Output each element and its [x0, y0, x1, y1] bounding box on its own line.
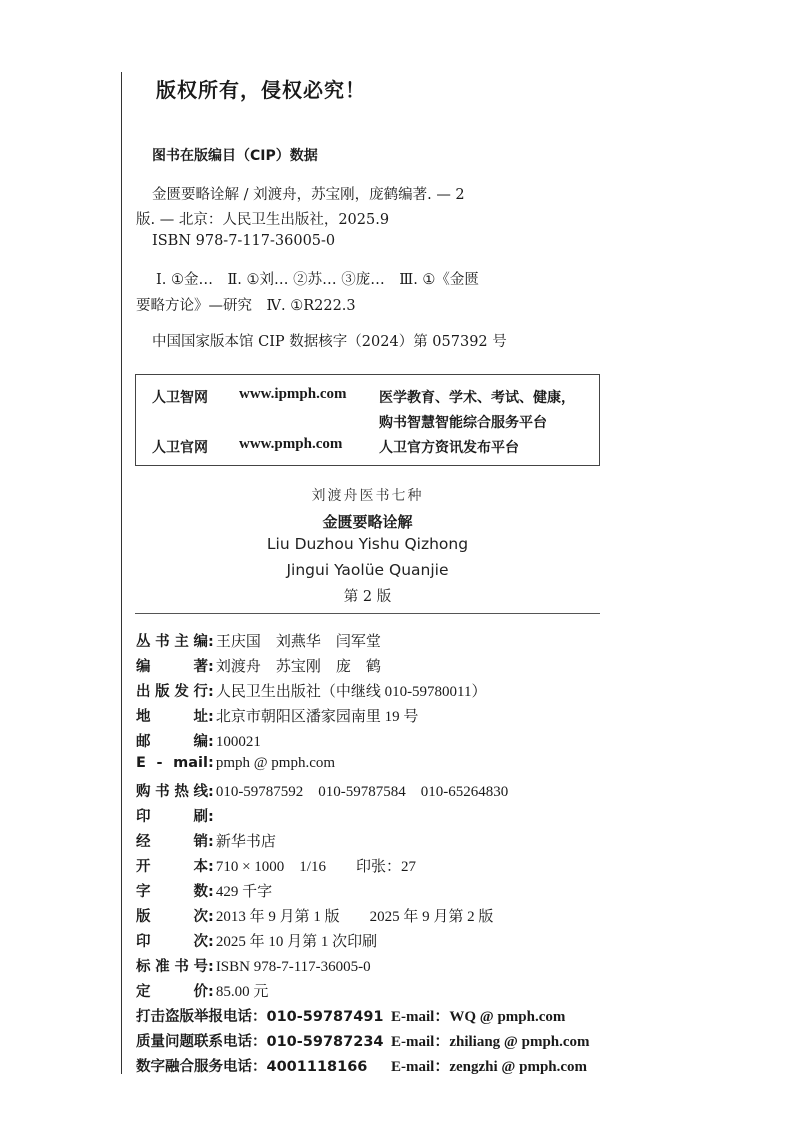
- info-row: 字 数 : 429 千字: [136, 884, 273, 900]
- contact-row: 数字融合服务电话：4001118166 E-mail：zengzhi @ pmph.com: [136, 1055, 587, 1076]
- info-row: 邮 编 : 100021: [136, 734, 261, 750]
- divider: [135, 613, 600, 614]
- cip-line: Ⅰ. ①金… Ⅱ. ①刘… ②苏… ③庞… Ⅲ. ①《金匮: [156, 272, 479, 288]
- info-row: 标准书号 : ISBN 978-7-117-36005-0: [136, 959, 371, 975]
- info-row: 版 次 : 2013 年 9 月第 1 版 2025 年 9 月第 2 版: [136, 909, 494, 925]
- cip-line: 中国国家版本馆 CIP 数据核字（2024）第 057392 号: [152, 334, 507, 350]
- series-title: 刘渡舟医书七种: [311, 488, 424, 504]
- info-row: 印 次 : 2025 年 10 月第 1 次印刷: [136, 934, 378, 950]
- info-row: 开 本 : 710 × 1000 1/16 印张：27: [136, 859, 416, 875]
- cip-line: 版. — 北京：人民卫生出版社，2025.9: [136, 212, 390, 228]
- contact-row: 质量问题联系电话：010-59787234 E-mail：zhiliang @ pmph.com: [136, 1030, 590, 1051]
- title-pinyin: Jingui Yaolüe Quanjie: [286, 561, 449, 579]
- platform-url[interactable]: www.ipmph.com: [239, 386, 347, 402]
- info-row: 地 址 : 北京市朝阳区潘家园南里 19 号: [136, 709, 419, 725]
- platform-desc: 人卫官方资讯发布平台: [379, 440, 519, 456]
- contact-email[interactable]: E-mail：zhiliang @ pmph.com: [391, 1034, 590, 1050]
- platform-url[interactable]: www.pmph.com: [239, 436, 343, 452]
- info-row: 出版发行 : 人民卫生出版社（中继线 010-59780011）: [136, 684, 487, 700]
- cip-line: 金匮要略诠解 / 刘渡舟，苏宝刚，庞鹤编著. — 2: [152, 187, 465, 203]
- margin-rule: [121, 72, 122, 1074]
- edition: 第 2 版: [343, 589, 392, 605]
- contact-email[interactable]: E-mail：WQ @ pmph.com: [391, 1009, 566, 1025]
- platform-desc: 购书智慧智能综合服务平台: [379, 415, 547, 431]
- copyright-notice: 版权所有，侵权必究！: [156, 78, 366, 102]
- cip-line: 要略方论》—研究 Ⅳ. ①R222.3: [136, 298, 356, 314]
- info-row: 购书热线 : 010-59787592 010-59787584 010-65264830: [136, 784, 509, 800]
- info-row: E - mail : pmph @ pmph.com: [136, 755, 336, 771]
- info-row: 印 刷 :: [136, 809, 214, 825]
- platform-box: [135, 374, 600, 466]
- book-title: 金匮要略诠解: [322, 513, 413, 531]
- platform-desc: 医学教育、学术、考试、健康，: [379, 390, 575, 406]
- cip-line: ISBN 978-7-117-36005-0: [152, 233, 336, 249]
- series-pinyin: Liu Duzhou Yishu Qizhong: [266, 535, 469, 553]
- platform-name: 人卫官网: [152, 440, 208, 456]
- info-row: 经 销 : 新华书店: [136, 834, 276, 850]
- contact-email[interactable]: E-mail：zengzhi @ pmph.com: [391, 1059, 588, 1075]
- info-row: 丛书主编 : 王庆国 刘燕华 闫军堂: [136, 634, 381, 650]
- info-row: 定 价 : 85.00 元: [136, 984, 269, 1000]
- contact-row: 打击盗版举报电话：010-59787491 E-mail：WQ @ pmph.com: [136, 1005, 565, 1026]
- cip-heading: 图书在版编目（CIP）数据: [152, 148, 318, 164]
- platform-name: 人卫智网: [152, 390, 208, 406]
- info-row: 编 著 : 刘渡舟 苏宝刚 庞 鹤: [136, 659, 381, 675]
